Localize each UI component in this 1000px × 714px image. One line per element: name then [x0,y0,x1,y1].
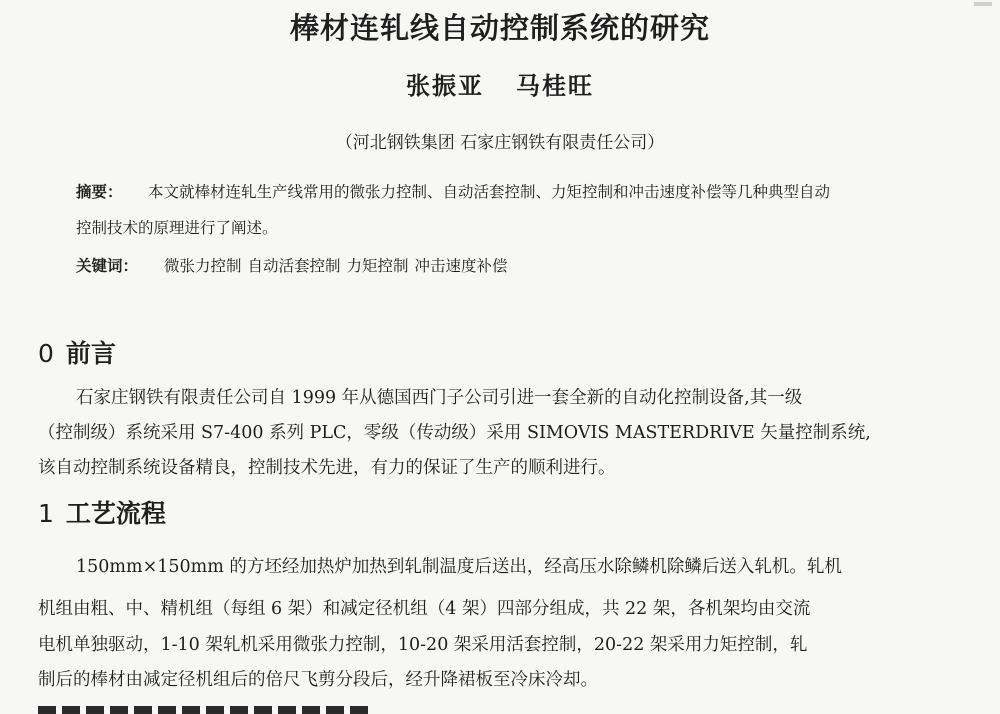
section-heading-1 [38,494,166,530]
section-number: 1 [38,499,54,528]
keywords-line [76,254,514,276]
section-number: 0 [38,339,54,368]
paragraph-line: 电机单独驱动，1-10 架轧机采用微张力控制，10-20 架采用活套控制，20-22 架采用力矩控制，轧 [38,635,808,655]
abstract-text: 控制技术的原理进行了阐述。 [76,219,278,237]
abstract-label: 摘要： [76,182,123,201]
section-heading-0 [38,334,116,370]
paragraph-line: 150mm×150mm 的方坯经加热炉加热到轧制温度后送出，经高压水除鳞机除鳞后送入轧机。轧机 [76,557,842,577]
section-title: 前言 [65,339,116,368]
section-title: 工艺流程 [65,499,166,528]
paper-title: 棒材连轧线自动控制系统的研究 [289,11,710,45]
abstract-line-1 [76,180,830,202]
abstract-line-2 [76,216,278,238]
keyword: 微张力控制 [164,257,242,275]
author-name: 张振亚 [406,71,484,100]
keywords-label: 关键词： [76,256,139,275]
paragraph-line: 该自动控制系统设备精良，控制技术先进，有力的保证了生产的顺利进行。 [38,458,616,478]
cropped-next-heading [38,704,368,714]
author-list [0,66,1000,101]
abstract-text: 本文就棒材连轧生产线常用的微张力控制、自动活套控制、力矩控制和冲击速度补偿等几种典型自动 [148,183,831,201]
keyword: 自动活套控制 [247,257,341,275]
keyword: 力矩控制 [346,257,409,275]
paragraph-line: （控制级）系统采用 S7-400 系列 PLC，零级（传动级）采用 SIMOVIS MASTERDRIVE 矢量控制系统, [38,423,871,443]
affiliation: （河北钢铁集团 石家庄钢铁有限责任公司） [335,133,665,153]
keyword: 冲击速度补偿 [414,257,508,275]
paragraph-line: 石家庄钢铁有限责任公司自 1999 年从德国西门子公司引进一套全新的自动化控制设备,其一级 [76,388,803,408]
paragraph-line: 机组由粗、中、精机组（每组 6 架）和减定径机组（4 架）四部分组成，共 22 架，各机架均由交流 [38,599,811,619]
paragraph-line: 制后的棒材由减定径机组后的倍尺飞剪分段后，经升降裙板至冷床冷却。 [38,670,598,690]
author-name: 马桂旺 [516,71,594,100]
